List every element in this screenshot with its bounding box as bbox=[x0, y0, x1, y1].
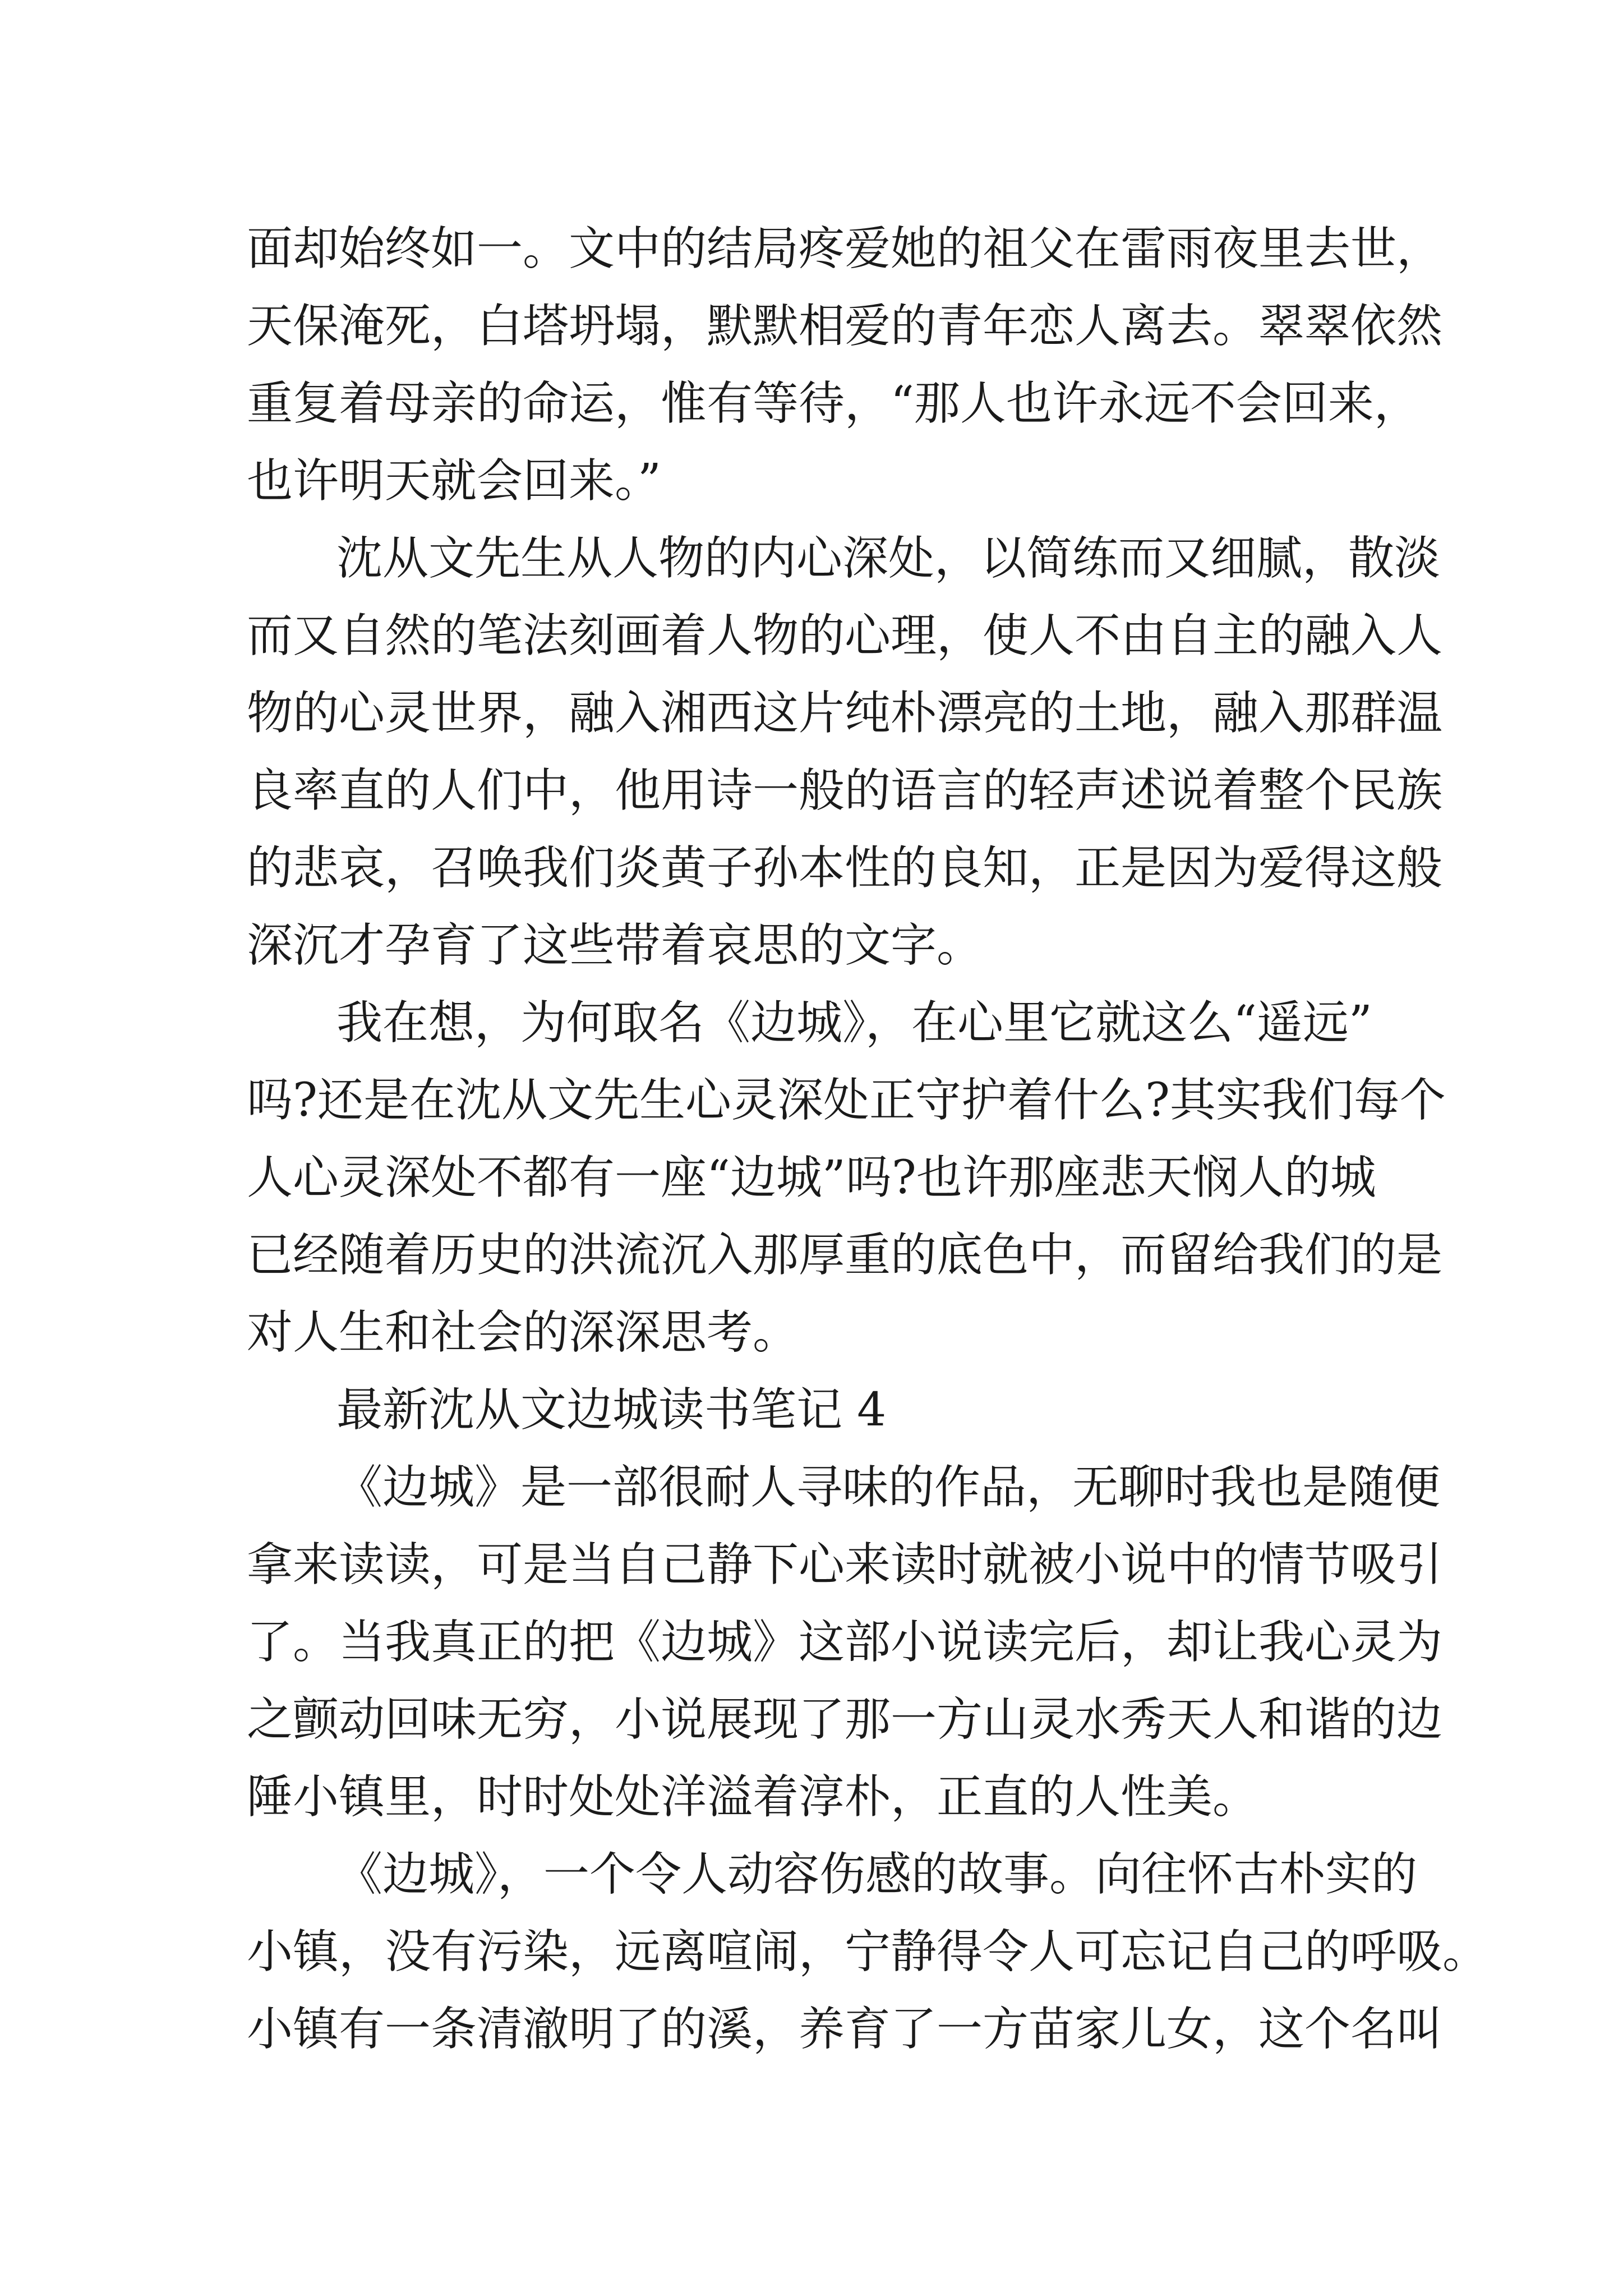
text-line: 深沉才孕育了这些带着哀思的文字。 bbox=[247, 919, 983, 972]
text-line: 天保淹死，白塔坍塌，默默相爱的青年恋人离去。翠翠依然 bbox=[247, 300, 1443, 353]
paragraph-first-line: 我在想，为何取名《边城》，在心里它就这么“遥远” bbox=[336, 996, 1372, 1050]
text-line: 也许明天就会回来。” bbox=[247, 454, 661, 508]
section-heading: 最新沈从文边城读书笔记 4 bbox=[336, 1383, 887, 1437]
paragraph-first-line: 沈从文先生从人物的内心深处，以简练而又细腻，散淡 bbox=[336, 532, 1441, 585]
text-line: 拿来读读，可是当自己静下心来读时就被小说中的情节吸引 bbox=[247, 1538, 1443, 1591]
text-line: 重复着母亲的命运，惟有等待，“那人也许永远不会回来， bbox=[247, 377, 1420, 430]
text-line: 了。当我真正的把《边城》这部小说读完后，却让我心灵为 bbox=[247, 1616, 1443, 1669]
text-line: 人心灵深处不都有一座“边城”吗?也许那座悲天悯人的城 bbox=[247, 1151, 1376, 1204]
text-line: 对人生和社会的深深思考。 bbox=[247, 1306, 799, 1359]
paragraph-first-line: 《边城》，一个令人动容伤感的故事。向往怀古朴实的 bbox=[336, 1848, 1418, 1901]
paragraph-first-line: 《边城》是一部很耐人寻味的作品，无聊时我也是随便 bbox=[336, 1461, 1441, 1514]
document-page bbox=[247, 210, 1489, 2068]
text-line: 良率直的人们中，他用诗一般的语言的轻声述说着整个民族 bbox=[247, 764, 1443, 817]
text-line: 之颤动回味无穷，小说展现了那一方山灵水秀天人和谐的边 bbox=[247, 1693, 1443, 1746]
text-line: 而又自然的笔法刻画着人物的心理，使人不由自主的融入人 bbox=[247, 609, 1443, 662]
text-line: 小镇，没有污染，远离喧闹，宁静得令人可忘记自己的呼吸。 bbox=[247, 1925, 1489, 1978]
text-line: 物的心灵世界，融入湘西这片纯朴漂亮的土地，融入那群温 bbox=[247, 687, 1443, 740]
text-line: 已经随着历史的洪流沉入那厚重的底色中，而留给我们的是 bbox=[247, 1228, 1443, 1282]
text-line: 小镇有一条清澈明了的溪，养育了一方苗家儿女，这个名叫 bbox=[247, 2003, 1443, 2056]
text-line: 的悲哀，召唤我们炎黄子孙本性的良知，正是因为爱得这般 bbox=[247, 841, 1443, 895]
text-line: 陲小镇里，时时处处洋溢着淳朴，正直的人性美。 bbox=[247, 1770, 1259, 1824]
text-line: 吗?还是在沈从文先生心灵深处正守护着什么?其实我们每个 bbox=[247, 1074, 1446, 1127]
text-line: 面却始终如一。文中的结局疼爱她的祖父在雷雨夜里去世， bbox=[247, 222, 1443, 275]
